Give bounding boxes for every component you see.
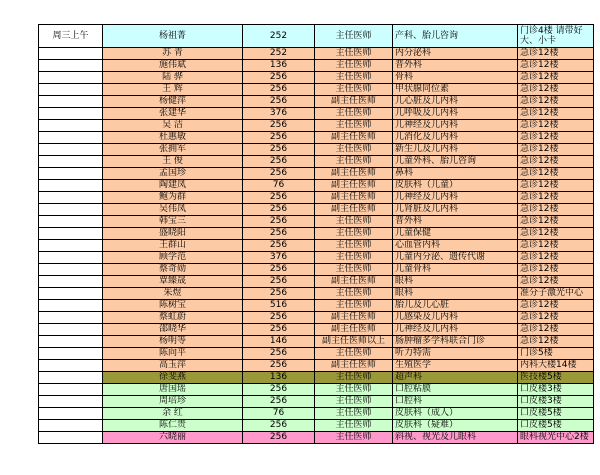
location-cell: 急诊12楼	[518, 48, 594, 60]
fee-cell: 256	[243, 324, 315, 336]
location-cell: 急诊12楼	[518, 228, 594, 240]
fee-cell: 256	[243, 348, 315, 360]
doctor-name-cell: 吴伟凤	[103, 204, 243, 216]
department-cell: 皮肤科（疑难）	[393, 420, 518, 432]
fee-cell: 256	[243, 420, 315, 432]
doctor-row	[39, 48, 594, 60]
location-cell: 急诊12楼	[518, 192, 594, 204]
doctor-row	[39, 144, 594, 156]
title-cell: 主任医师	[315, 300, 393, 312]
doctor-row	[39, 216, 594, 228]
session-cell	[39, 432, 103, 444]
fee-cell: 256	[243, 432, 315, 444]
fee-cell: 256	[243, 168, 315, 180]
doctor-name-cell: 王群山	[103, 240, 243, 252]
session-cell	[39, 180, 103, 192]
doctor-row	[39, 156, 594, 168]
doctor-name-cell: 陈树宝	[103, 300, 243, 312]
fee-cell: 256	[243, 72, 315, 84]
location-cell: 急诊12楼	[518, 60, 594, 72]
title-cell: 主任医师	[315, 384, 393, 396]
doctor-row	[39, 300, 594, 312]
doctor-name-cell: 徐斐燕	[103, 372, 243, 384]
doctor-row	[39, 336, 594, 348]
doctor-name-cell: 王 辉	[103, 84, 243, 96]
doctor-name-cell: 陈向平	[103, 348, 243, 360]
department-cell: 儿童外科、胎儿咨询	[393, 156, 518, 168]
doctor-name-cell: 杜惠敏	[103, 132, 243, 144]
department-cell: 儿心脏及儿内科	[393, 96, 518, 108]
session-cell	[39, 348, 103, 360]
fee-cell: 256	[243, 96, 315, 108]
fee-cell: 256	[243, 156, 315, 168]
location-cell: 急诊12楼	[518, 96, 594, 108]
doctor-name-cell: 杨祖菁	[103, 25, 243, 48]
session-cell	[39, 84, 103, 96]
doctor-row	[39, 108, 594, 120]
doctor-row	[39, 204, 594, 216]
doctor-name-cell: 张拥军	[103, 144, 243, 156]
title-cell: 主任医师	[315, 252, 393, 264]
session-cell	[39, 156, 103, 168]
location-cell: 眼科视光中心2楼	[518, 432, 594, 444]
department-cell: 鼻科	[393, 168, 518, 180]
title-cell: 主任医师	[315, 84, 393, 96]
doctor-row	[39, 276, 594, 288]
department-cell: 儿神经及儿内科	[393, 192, 518, 204]
title-cell: 副主任医师	[315, 204, 393, 216]
location-cell: 口皮楼5楼	[518, 408, 594, 420]
fee-cell: 256	[243, 264, 315, 276]
location-cell: 急诊12楼	[518, 264, 594, 276]
location-cell: 急诊12楼	[518, 312, 594, 324]
doctor-name-cell: 孟国珍	[103, 168, 243, 180]
location-cell: 急诊12楼	[518, 252, 594, 264]
fee-cell: 256	[243, 396, 315, 408]
doctor-name-cell: 顾学范	[103, 252, 243, 264]
doctor-row	[39, 96, 594, 108]
doctor-row	[39, 84, 594, 96]
department-cell: 皮肤科（儿童）	[393, 180, 518, 192]
session-cell	[39, 192, 103, 204]
doctor-row	[39, 192, 594, 204]
session-cell	[39, 408, 103, 420]
department-cell: 骨科	[393, 72, 518, 84]
session-cell	[39, 108, 103, 120]
doctor-name-cell: 周培珍	[103, 396, 243, 408]
doctor-name-cell: 陈仁贵	[103, 420, 243, 432]
doctor-row	[39, 408, 594, 420]
department-cell: 听力特需	[393, 348, 518, 360]
session-cell	[39, 384, 103, 396]
doctor-row	[39, 72, 594, 84]
location-cell: 急诊12楼	[518, 240, 594, 252]
doctor-name-cell: 蔡虹蔚	[103, 312, 243, 324]
doctor-name-cell: 杨健萍	[103, 96, 243, 108]
session-cell	[39, 72, 103, 84]
doctor-row	[39, 360, 594, 372]
doctor-name-cell: 蔡奇勋	[103, 264, 243, 276]
title-cell: 主任医师	[315, 420, 393, 432]
doctor-row	[39, 372, 594, 384]
department-cell: 甲状腺同位素	[393, 84, 518, 96]
location-cell: 医技楼5楼	[518, 372, 594, 384]
title-cell: 主任医师	[315, 228, 393, 240]
doctor-row	[39, 432, 594, 444]
location-cell: 急诊12楼	[518, 132, 594, 144]
session-cell	[39, 276, 103, 288]
fee-cell: 256	[243, 228, 315, 240]
doctor-name-cell: 邵晓华	[103, 324, 243, 336]
fee-cell: 256	[243, 144, 315, 156]
location-cell: 急诊12楼	[518, 72, 594, 84]
title-cell: 副主任医师以上	[315, 336, 393, 348]
session-cell	[39, 336, 103, 348]
doctor-name-cell: 陆 骅	[103, 72, 243, 84]
title-cell: 主任医师	[315, 216, 393, 228]
doctor-row	[39, 288, 594, 300]
title-cell: 副主任医师	[315, 132, 393, 144]
session-cell	[39, 168, 103, 180]
session-cell	[39, 96, 103, 108]
doctor-row	[39, 240, 594, 252]
department-cell: 儿神经及儿内科	[393, 324, 518, 336]
location-cell: 急诊12楼	[518, 84, 594, 96]
session-cell	[39, 252, 103, 264]
doctor-name-cell: 施伟斌	[103, 60, 243, 72]
doctor-row	[39, 228, 594, 240]
fee-cell: 376	[243, 252, 315, 264]
doctor-row	[39, 420, 594, 432]
title-cell: 主任医师	[315, 120, 393, 132]
location-cell: 口皮楼3楼	[518, 396, 594, 408]
doctor-row	[39, 264, 594, 276]
title-cell: 主任医师	[315, 25, 393, 48]
session-cell	[39, 312, 103, 324]
title-cell: 副主任医师	[315, 192, 393, 204]
department-cell: 儿感染及儿内科	[393, 312, 518, 324]
fee-cell: 252	[243, 25, 315, 48]
doctor-name-cell: 杨明等	[103, 336, 243, 348]
department-cell: 儿童内分泌、遗传代谢	[393, 252, 518, 264]
doctor-row	[39, 384, 594, 396]
fee-cell: 376	[243, 108, 315, 120]
doctor-name-cell: 唐国瑶	[103, 384, 243, 396]
department-cell: 儿肾脏及儿内科	[393, 204, 518, 216]
title-cell: 副主任医师	[315, 168, 393, 180]
doctor-name-cell: 朱煜	[103, 288, 243, 300]
department-cell: 心血管内科	[393, 240, 518, 252]
doctor-name-cell: 张建华	[103, 108, 243, 120]
title-cell: 主任医师	[315, 156, 393, 168]
clinic-schedule-table	[38, 24, 594, 444]
fee-cell: 256	[243, 216, 315, 228]
department-cell: 斜视、视光及儿眼科	[393, 432, 518, 444]
fee-cell: 136	[243, 60, 315, 72]
title-cell: 主任医师	[315, 372, 393, 384]
fee-cell: 256	[243, 288, 315, 300]
schedule-body	[39, 25, 594, 444]
doctor-row	[39, 60, 594, 72]
doctor-name-cell: 苏 青	[103, 48, 243, 60]
title-cell: 副主任医师	[315, 360, 393, 372]
department-cell: 新生儿及儿内科	[393, 144, 518, 156]
doctor-name-cell: 六晓丽	[103, 432, 243, 444]
department-cell: 普外科	[393, 216, 518, 228]
doctor-name-cell: 陶建凤	[103, 180, 243, 192]
session-cell	[39, 288, 103, 300]
location-cell: 急诊12楼	[518, 336, 594, 348]
doctor-row	[39, 348, 594, 360]
department-cell: 产科、胎儿咨询	[393, 25, 518, 48]
department-cell: 皮肤科（成人）	[393, 408, 518, 420]
department-cell: 眼科	[393, 276, 518, 288]
title-cell: 副主任医师	[315, 312, 393, 324]
session-cell	[39, 228, 103, 240]
fee-cell: 516	[243, 300, 315, 312]
department-cell: 儿神经及儿内科	[393, 120, 518, 132]
fee-cell: 252	[243, 48, 315, 60]
fee-cell: 136	[243, 372, 315, 384]
doctor-row	[39, 324, 594, 336]
title-cell: 主任医师	[315, 396, 393, 408]
location-cell: 急诊12楼	[518, 204, 594, 216]
title-cell: 副主任医师	[315, 276, 393, 288]
session-cell	[39, 132, 103, 144]
location-cell: 口皮楼3楼	[518, 384, 594, 396]
session-cell	[39, 264, 103, 276]
title-cell: 主任医师	[315, 108, 393, 120]
department-cell: 儿呼吸及儿内科	[393, 108, 518, 120]
location-cell: 急诊12楼	[518, 216, 594, 228]
fee-cell: 256	[243, 312, 315, 324]
fee-cell: 256	[243, 276, 315, 288]
doctor-row	[39, 396, 594, 408]
title-cell: 主任医师	[315, 432, 393, 444]
doctor-name-cell: 吴 洁	[103, 120, 243, 132]
location-cell: 急诊12楼	[518, 144, 594, 156]
fee-cell: 146	[243, 336, 315, 348]
title-cell: 主任医师	[315, 288, 393, 300]
department-cell: 儿消化及儿内科	[393, 132, 518, 144]
doctor-name-cell: 韩宝三	[103, 216, 243, 228]
department-cell: 胎儿及儿心脏	[393, 300, 518, 312]
header-row	[39, 25, 594, 48]
session-cell	[39, 144, 103, 156]
doctor-name-cell: 盛晓阳	[103, 228, 243, 240]
fee-cell: 256	[243, 360, 315, 372]
session-cell	[39, 396, 103, 408]
fee-cell: 256	[243, 132, 315, 144]
session-label: 周三上午	[39, 25, 103, 48]
title-cell: 主任医师	[315, 408, 393, 420]
doctor-row	[39, 180, 594, 192]
doctor-name-cell: 余 红	[103, 408, 243, 420]
session-cell	[39, 204, 103, 216]
fee-cell: 256	[243, 240, 315, 252]
title-cell: 副主任医师	[315, 96, 393, 108]
session-cell	[39, 420, 103, 432]
location-cell: 急诊12楼	[518, 120, 594, 132]
department-cell: 口腔粘膜	[393, 384, 518, 396]
session-cell	[39, 324, 103, 336]
location-cell: 急诊12楼	[518, 276, 594, 288]
doctor-name-cell: 高玉萍	[103, 360, 243, 372]
doctor-row	[39, 168, 594, 180]
fee-cell: 76	[243, 180, 315, 192]
fee-cell: 256	[243, 84, 315, 96]
title-cell: 主任医师	[315, 48, 393, 60]
department-cell: 儿童骨科	[393, 264, 518, 276]
location-cell: 急诊12楼	[518, 180, 594, 192]
title-cell: 主任医师	[315, 72, 393, 84]
department-cell: 儿童保健	[393, 228, 518, 240]
location-cell: 急诊12楼	[518, 168, 594, 180]
location-cell: 门诊5楼	[518, 348, 594, 360]
title-cell: 主任医师	[315, 144, 393, 156]
location-cell: 口皮楼5楼	[518, 420, 594, 432]
department-cell: 肠肿瘤多学科联合门诊	[393, 336, 518, 348]
doctor-row	[39, 132, 594, 144]
location-cell: 急诊12楼	[518, 324, 594, 336]
department-cell: 口腔科	[393, 396, 518, 408]
session-cell	[39, 372, 103, 384]
session-cell	[39, 300, 103, 312]
location-cell: 门诊4楼 请带好大、小卡	[518, 25, 594, 48]
session-cell	[39, 48, 103, 60]
location-cell: 内科大楼14楼	[518, 360, 594, 372]
location-cell: 准分子激光中心	[518, 288, 594, 300]
title-cell: 副主任医师	[315, 180, 393, 192]
title-cell: 副主任医师	[315, 324, 393, 336]
session-cell	[39, 120, 103, 132]
doctor-name-cell: 王 俊	[103, 156, 243, 168]
department-cell: 超声科	[393, 372, 518, 384]
fee-cell: 256	[243, 384, 315, 396]
session-cell	[39, 240, 103, 252]
doctor-row	[39, 252, 594, 264]
location-cell: 急诊12楼	[518, 156, 594, 168]
doctor-name-cell: 覃臻晟	[103, 276, 243, 288]
title-cell: 主任医师	[315, 264, 393, 276]
fee-cell: 256	[243, 192, 315, 204]
fee-cell: 76	[243, 408, 315, 420]
department-cell: 眼科	[393, 288, 518, 300]
title-cell: 主任医师	[315, 348, 393, 360]
title-cell: 主任医师	[315, 240, 393, 252]
doctor-row	[39, 120, 594, 132]
doctor-name-cell: 鲍为群	[103, 192, 243, 204]
session-cell	[39, 216, 103, 228]
session-cell	[39, 60, 103, 72]
title-cell: 主任医师	[315, 60, 393, 72]
fee-cell: 256	[243, 204, 315, 216]
department-cell: 内分泌科	[393, 48, 518, 60]
department-cell: 普外科	[393, 60, 518, 72]
department-cell: 生殖医学	[393, 360, 518, 372]
session-cell	[39, 360, 103, 372]
fee-cell: 256	[243, 120, 315, 132]
location-cell: 急诊12楼	[518, 108, 594, 120]
doctor-row	[39, 312, 594, 324]
location-cell: 急诊12楼	[518, 300, 594, 312]
